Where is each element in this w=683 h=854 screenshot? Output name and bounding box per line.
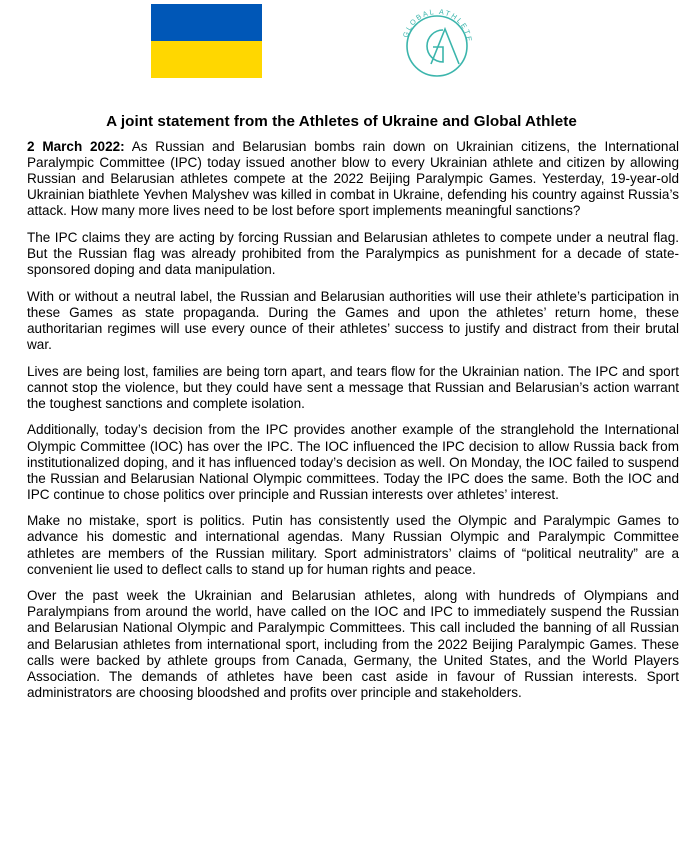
- global-athlete-logo: [391, 2, 483, 84]
- statement-date: 2 March 2022:: [27, 139, 125, 154]
- logo-text: GLOBAL ATHLETE: [400, 6, 475, 44]
- flag-blue-stripe: [151, 4, 262, 41]
- paragraph-2: The IPC claims they are acting by forcing Russian and Belarusian athletes to compete under a neutral flag. But the Russian flag was already prohibited from the Paralympics as punishment for a decade of state-sponsored doping and data manipulation.: [27, 229, 679, 278]
- global-athlete-logo-icon: [391, 2, 483, 84]
- paragraph-3: With or without a neutral label, the Russian and Belarusian authorities will use their athlete’s participation in these Games as state propaganda. During the Games and upon the athletes’ return home, these authoritarian regimes will use every ounce of their athletes’ success to justify and distract from their brutal war.: [27, 288, 679, 353]
- paragraph-1-text: As Russian and Belarusian bombs rain down on Ukrainian citizens, the International Paralympic Committee (IPC) today issued another blow to every Ukrainian athlete and citizen by allowing Russian and Belarusian athletes compete at the 2022 Beijing Paralympic Games. Yesterday, 19-year-old Ukrainian biathlete Yevhen Malyshev was killed in combat in Ukraine, defending his country against Russia’s attack. How many more lives need to be lost before sport implements meaningful sanctions?: [27, 139, 680, 219]
- paragraph-7: Over the past week the Ukrainian and Belarusian athletes, along with hundreds of Olympians and Paralympians from around the world, have called on the IOC and IPC to immediately suspend the Russian and Belarusian National Olympic and Paralympic Committees. This call included the banning of all Russian and Belarusian athletes from international sport, including from the 2022 Beijing Paralympic Games. These calls were backed by athlete groups from Canada, Germany, the United States, and the World Players Association. The demands of athletes have been cast aside in favour of Russian interests. Sport administrators are choosing bloodshed and profits over principle and stakeholders.: [27, 588, 679, 700]
- statement-title: A joint statement from the Athletes of Ukraine and Global Athlete: [106, 113, 577, 130]
- paragraph-5: Additionally, today’s decision from the IPC provides another example of the stranglehold the International Olympic Committee (IOC) has over the IPC. The IOC influenced the IPC decision to allow Russia back from institutionalized doping, and it has influenced today’s decision as well. On Monday, the IOC failed to suspend the Russian and Belarusian National Olympic committees. Today the IPC does the same. Both the IOC and IPC continue to chose politics over principle and Russian interests over athletes’ interest.: [27, 422, 679, 502]
- statement-body: [27, 139, 679, 711]
- flag-yellow-stripe: [151, 41, 262, 78]
- paragraph-1: [27, 139, 679, 219]
- paragraph-6: Make no mistake, sport is politics. Putin has consistently used the Olympic and Paralympic Games to advance his domestic and international agendas. Many Russian Olympic and Paralympic Committee athletes are members of the Russian military. Sport administrators’ claims of “political neutrality” are a convenient lie used to deflect calls to stand up for human rights and peace.: [27, 513, 679, 577]
- ukraine-flag: [151, 4, 262, 78]
- paragraph-4: Lives are being lost, families are being torn apart, and tears flow for the Ukrainian nation. The IPC and sport cannot stop the violence, but they could have sent a message that Russian and Belarusian’s action warrant the toughest sanctions and complete isolation.: [27, 363, 679, 411]
